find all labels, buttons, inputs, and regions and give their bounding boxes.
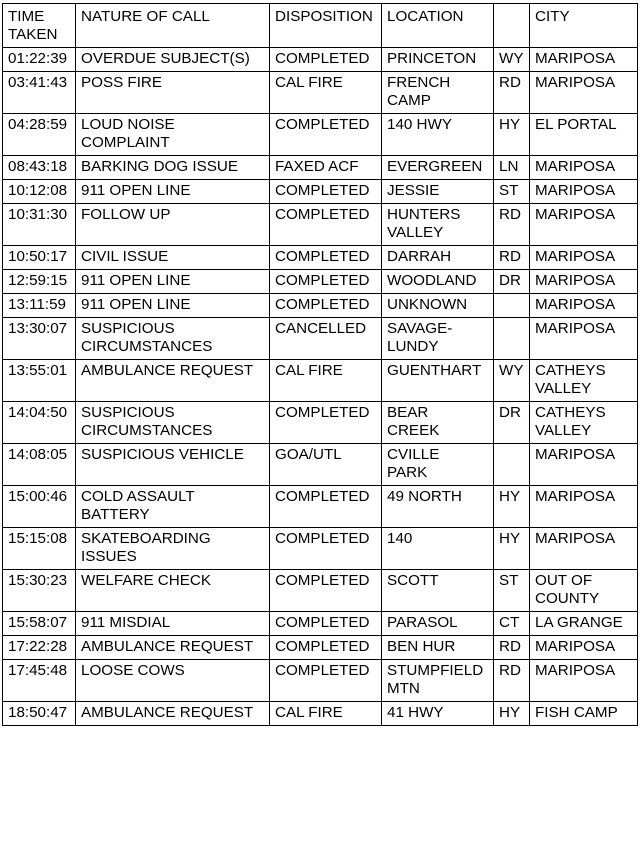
cell-location: 140 HWY: [382, 114, 494, 156]
cell-time-taken: 03:41:43: [3, 72, 76, 114]
table-row: [3, 114, 638, 156]
cell-city: MARIPOSA: [530, 660, 638, 702]
cell-city: OUT OF COUNTY: [530, 570, 638, 612]
cell-disposition: COMPLETED: [270, 270, 382, 294]
cell-location: 41 HWY: [382, 702, 494, 726]
header-street-suffix: [494, 4, 530, 48]
cell-nature-of-call: WELFARE CHECK: [76, 570, 270, 612]
cell-city: MARIPOSA: [530, 294, 638, 318]
cell-nature-of-call: 911 MISDIAL: [76, 612, 270, 636]
cell-street-suffix: [494, 318, 530, 360]
cell-street-suffix: RD: [494, 204, 530, 246]
cell-street-suffix: [494, 444, 530, 486]
cell-street-suffix: [494, 294, 530, 318]
cell-time-taken: 13:55:01: [3, 360, 76, 402]
cell-city: EL PORTAL: [530, 114, 638, 156]
cell-disposition: COMPLETED: [270, 570, 382, 612]
cell-location: CVILLE PARK: [382, 444, 494, 486]
cell-nature-of-call: POSS FIRE: [76, 72, 270, 114]
cell-time-taken: 15:15:08: [3, 528, 76, 570]
cell-city: MARIPOSA: [530, 318, 638, 360]
cell-street-suffix: CT: [494, 612, 530, 636]
cell-city: MARIPOSA: [530, 486, 638, 528]
cell-nature-of-call: AMBULANCE REQUEST: [76, 702, 270, 726]
cell-city: MARIPOSA: [530, 72, 638, 114]
cell-street-suffix: RD: [494, 72, 530, 114]
cell-street-suffix: HY: [494, 528, 530, 570]
table-row: [3, 48, 638, 72]
cell-time-taken: 10:31:30: [3, 204, 76, 246]
table-row: [3, 570, 638, 612]
table-row: [3, 270, 638, 294]
cell-disposition: COMPLETED: [270, 114, 382, 156]
cell-city: CATHEYS VALLEY: [530, 402, 638, 444]
cell-time-taken: 10:12:08: [3, 180, 76, 204]
cell-location: 49 NORTH: [382, 486, 494, 528]
header-nature-of-call: NATURE OF CALL: [76, 4, 270, 48]
cell-disposition: COMPLETED: [270, 660, 382, 702]
cell-location: SAVAGE- LUNDY: [382, 318, 494, 360]
cell-disposition: CAL FIRE: [270, 360, 382, 402]
cell-city: MARIPOSA: [530, 246, 638, 270]
cell-nature-of-call: 911 OPEN LINE: [76, 180, 270, 204]
cell-street-suffix: ST: [494, 180, 530, 204]
cell-location: JESSIE: [382, 180, 494, 204]
cell-nature-of-call: SUSPICIOUS CIRCUMSTANCES: [76, 318, 270, 360]
cell-city: MARIPOSA: [530, 180, 638, 204]
cell-location: 140: [382, 528, 494, 570]
cell-city: MARIPOSA: [530, 156, 638, 180]
cell-nature-of-call: 911 OPEN LINE: [76, 270, 270, 294]
cell-nature-of-call: LOOSE COWS: [76, 660, 270, 702]
cell-time-taken: 15:58:07: [3, 612, 76, 636]
table-row: [3, 702, 638, 726]
header-city: CITY: [530, 4, 638, 48]
cell-location: GUENTHART: [382, 360, 494, 402]
cell-time-taken: 17:45:48: [3, 660, 76, 702]
cell-street-suffix: ST: [494, 570, 530, 612]
cell-disposition: COMPLETED: [270, 294, 382, 318]
cell-nature-of-call: CIVIL ISSUE: [76, 246, 270, 270]
cell-nature-of-call: SUSPICIOUS CIRCUMSTANCES: [76, 402, 270, 444]
cell-time-taken: 15:30:23: [3, 570, 76, 612]
cell-city: MARIPOSA: [530, 444, 638, 486]
cell-city: MARIPOSA: [530, 204, 638, 246]
cell-time-taken: 10:50:17: [3, 246, 76, 270]
cell-street-suffix: DR: [494, 402, 530, 444]
cell-city: MARIPOSA: [530, 636, 638, 660]
cell-city: MARIPOSA: [530, 48, 638, 72]
table-row: [3, 402, 638, 444]
cell-city: MARIPOSA: [530, 270, 638, 294]
table-row: [3, 156, 638, 180]
cell-disposition: COMPLETED: [270, 636, 382, 660]
cell-location: PRINCETON: [382, 48, 494, 72]
cell-disposition: COMPLETED: [270, 48, 382, 72]
cell-disposition: GOA/UTL: [270, 444, 382, 486]
cell-time-taken: 14:08:05: [3, 444, 76, 486]
cell-location: BEAR CREEK: [382, 402, 494, 444]
cell-location: FRENCH CAMP: [382, 72, 494, 114]
cell-time-taken: 08:43:18: [3, 156, 76, 180]
table-row: [3, 318, 638, 360]
cell-nature-of-call: AMBULANCE REQUEST: [76, 360, 270, 402]
cell-location: EVERGREEN: [382, 156, 494, 180]
cell-location: UNKNOWN: [382, 294, 494, 318]
cell-location: STUMPFIELD MTN: [382, 660, 494, 702]
cell-street-suffix: WY: [494, 48, 530, 72]
cell-city: FISH CAMP: [530, 702, 638, 726]
cell-disposition: COMPLETED: [270, 486, 382, 528]
cell-disposition: CAL FIRE: [270, 702, 382, 726]
cell-street-suffix: DR: [494, 270, 530, 294]
call-log-table: [2, 3, 638, 726]
cell-disposition: COMPLETED: [270, 612, 382, 636]
cell-disposition: COMPLETED: [270, 246, 382, 270]
table-row: [3, 180, 638, 204]
cell-time-taken: 17:22:28: [3, 636, 76, 660]
table-row: [3, 444, 638, 486]
cell-disposition: COMPLETED: [270, 528, 382, 570]
cell-disposition: COMPLETED: [270, 204, 382, 246]
header-disposition: DISPOSITION: [270, 4, 382, 48]
table-row: [3, 612, 638, 636]
cell-time-taken: 18:50:47: [3, 702, 76, 726]
cell-nature-of-call: COLD ASSAULT BATTERY: [76, 486, 270, 528]
cell-time-taken: 12:59:15: [3, 270, 76, 294]
cell-time-taken: 04:28:59: [3, 114, 76, 156]
cell-nature-of-call: BARKING DOG ISSUE: [76, 156, 270, 180]
table-row: [3, 360, 638, 402]
header-location: LOCATION: [382, 4, 494, 48]
cell-disposition: CANCELLED: [270, 318, 382, 360]
cell-location: SCOTT: [382, 570, 494, 612]
cell-street-suffix: RD: [494, 246, 530, 270]
cell-street-suffix: HY: [494, 486, 530, 528]
cell-street-suffix: LN: [494, 156, 530, 180]
cell-disposition: COMPLETED: [270, 180, 382, 204]
cell-city: LA GRANGE: [530, 612, 638, 636]
table-row: [3, 636, 638, 660]
table-row: [3, 294, 638, 318]
cell-city: CATHEYS VALLEY: [530, 360, 638, 402]
call-log-body: [3, 48, 638, 726]
table-row: [3, 246, 638, 270]
cell-time-taken: 13:11:59: [3, 294, 76, 318]
header-time-taken: TIME TAKEN: [3, 4, 76, 48]
table-row: [3, 528, 638, 570]
cell-nature-of-call: OVERDUE SUBJECT(S): [76, 48, 270, 72]
cell-time-taken: 14:04:50: [3, 402, 76, 444]
cell-location: BEN HUR: [382, 636, 494, 660]
cell-location: DARRAH: [382, 246, 494, 270]
cell-street-suffix: RD: [494, 636, 530, 660]
cell-nature-of-call: SKATEBOARDING ISSUES: [76, 528, 270, 570]
cell-street-suffix: WY: [494, 360, 530, 402]
cell-disposition: COMPLETED: [270, 402, 382, 444]
table-row: [3, 204, 638, 246]
cell-nature-of-call: LOUD NOISE COMPLAINT: [76, 114, 270, 156]
cell-location: HUNTERS VALLEY: [382, 204, 494, 246]
cell-time-taken: 15:00:46: [3, 486, 76, 528]
cell-time-taken: 01:22:39: [3, 48, 76, 72]
cell-location: PARASOL: [382, 612, 494, 636]
cell-street-suffix: RD: [494, 660, 530, 702]
table-row: [3, 660, 638, 702]
cell-street-suffix: HY: [494, 114, 530, 156]
cell-nature-of-call: SUSPICIOUS VEHICLE: [76, 444, 270, 486]
cell-disposition: FAXED ACF: [270, 156, 382, 180]
table-row: [3, 486, 638, 528]
cell-time-taken: 13:30:07: [3, 318, 76, 360]
cell-nature-of-call: AMBULANCE REQUEST: [76, 636, 270, 660]
cell-nature-of-call: 911 OPEN LINE: [76, 294, 270, 318]
cell-nature-of-call: FOLLOW UP: [76, 204, 270, 246]
table-row: [3, 72, 638, 114]
cell-street-suffix: HY: [494, 702, 530, 726]
cell-location: WOODLAND: [382, 270, 494, 294]
header-row: [3, 4, 638, 48]
cell-city: MARIPOSA: [530, 528, 638, 570]
cell-disposition: CAL FIRE: [270, 72, 382, 114]
